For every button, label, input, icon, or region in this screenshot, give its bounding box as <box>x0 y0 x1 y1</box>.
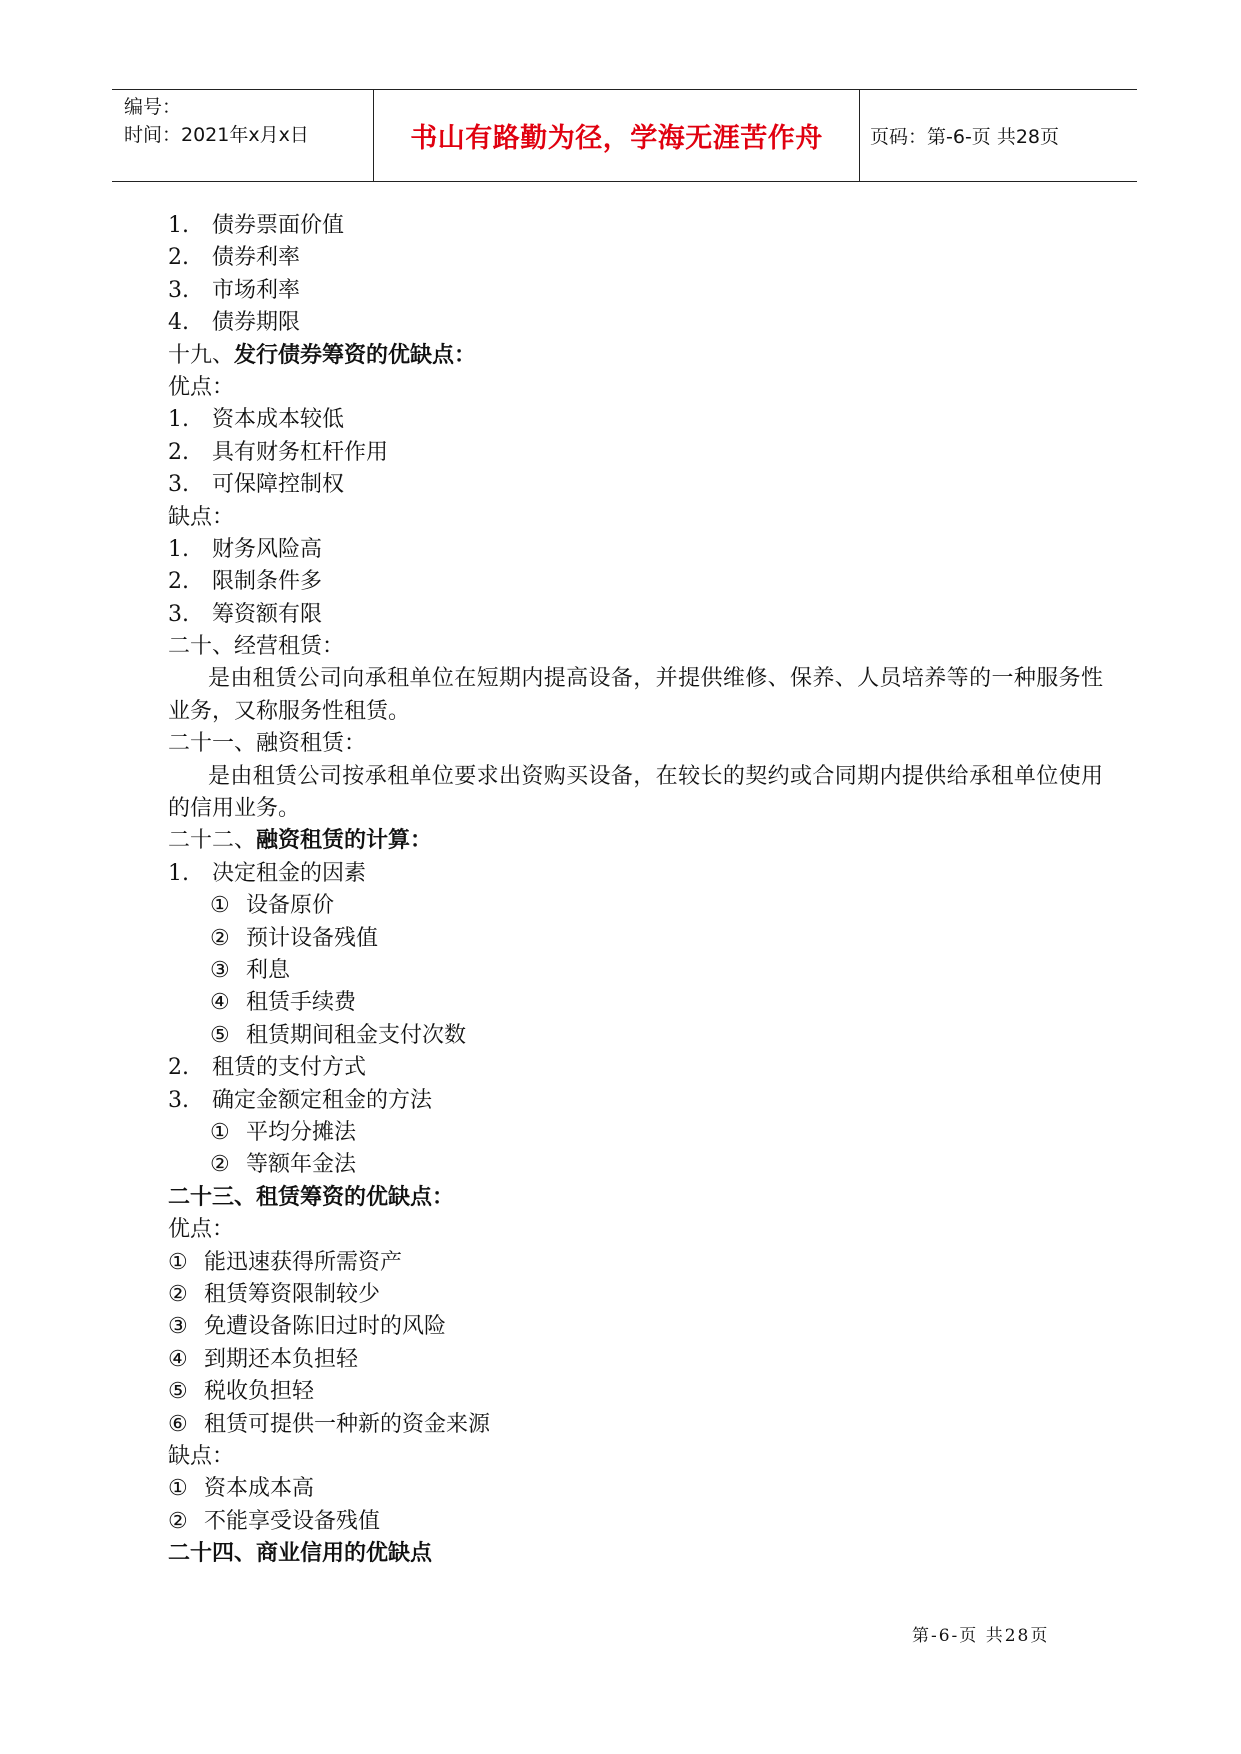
disadvantages-label: 缺点： <box>168 1443 235 1469</box>
document-body <box>168 210 1103 1570</box>
list-item: 3. 市场利率 <box>168 277 301 303</box>
paragraph-operating-lease: 是由租赁公司向承租单位在短期内提高设备，并提供维修、保养、人员培养等的一种服务性业务，又称服务性租赁。 <box>168 666 1103 724</box>
list-item: 1. 债券票面价值 <box>168 213 345 238</box>
list-item: ④ 到期还本负担轻 <box>168 1346 359 1372</box>
section-heading-20: 二十、经营租赁： <box>168 634 345 660</box>
sub-list-item: ① 平均分摊法 <box>210 1120 357 1145</box>
header-meta <box>112 90 374 181</box>
sub-list-item: ① 设备原价 <box>210 893 335 919</box>
list-item: 3. 筹资额有限 <box>168 601 323 627</box>
header-motto-cell <box>374 90 860 181</box>
page-footer: 第-6-页 共28页 <box>912 1626 1050 1646</box>
list-item: ② 租赁筹资限制较少 <box>168 1281 381 1307</box>
list-item: ① 资本成本高 <box>168 1476 315 1502</box>
sub-list-item: ⑤ 租赁期间租金支付次数 <box>210 1022 467 1048</box>
advantages-label: 优点： <box>168 374 235 400</box>
sub-list-item: ④ 租赁手续费 <box>210 990 357 1016</box>
time-label: 时间：2021年x月x日 <box>124 124 309 146</box>
page-header <box>112 89 1137 182</box>
section-heading-23: 二十三、租赁筹资的优缺点： <box>168 1184 455 1210</box>
list-item: 1. 财务风险高 <box>168 536 323 562</box>
paragraph-financial-lease: 是由租赁公司按承租单位要求出资购买设备，在较长的契约或合同期内提供给承租单位使用的信用业务。 <box>168 763 1103 822</box>
motto-text: 书山有路勤为径，学海无涯苦作舟 <box>410 123 823 154</box>
list-item: ① 能迅速获得所需资产 <box>168 1249 403 1275</box>
list-item: ② 不能享受设备残值 <box>168 1508 381 1534</box>
sub-list-item: ② 等额年金法 <box>210 1152 357 1178</box>
sub-list-item: ③ 利息 <box>210 958 291 984</box>
number-label: 编号： <box>124 96 182 118</box>
list-item: 1. 决定租金的因素 <box>168 860 367 886</box>
list-item: 2. 具有财务杠杆作用 <box>168 439 389 465</box>
advantages-label: 优点： <box>168 1217 235 1243</box>
list-item: ⑤ 税收负担轻 <box>168 1379 315 1405</box>
sub-list-item: ② 预计设备残值 <box>210 925 379 951</box>
section-heading-22: 二十二、融资租赁的计算： <box>168 828 433 854</box>
section-heading-24: 二十四、商业信用的优缺点 <box>168 1541 433 1567</box>
list-item: 2. 租赁的支付方式 <box>168 1055 367 1081</box>
list-item: 3. 可保障控制权 <box>168 472 345 498</box>
list-item: 1. 资本成本较低 <box>168 407 345 433</box>
list-item: ③ 免遭设备陈旧过时的风险 <box>168 1314 447 1340</box>
header-page-info <box>860 90 1137 181</box>
page-info-text: 页码：第-6-页 共28页 <box>870 126 1060 148</box>
list-item: ⑥ 租赁可提供一种新的资金来源 <box>168 1411 491 1437</box>
list-item: 3. 确定金额定租金的方法 <box>168 1087 433 1113</box>
section-heading-21: 二十一、融资租赁： <box>168 731 367 757</box>
list-item: 2. 债券利率 <box>168 245 301 271</box>
disadvantages-label: 缺点： <box>168 504 235 530</box>
section-heading-19: 十九、发行债券筹资的优缺点： <box>168 342 477 368</box>
list-item: 2. 限制条件多 <box>168 569 323 595</box>
list-item: 4. 债券期限 <box>168 310 301 336</box>
